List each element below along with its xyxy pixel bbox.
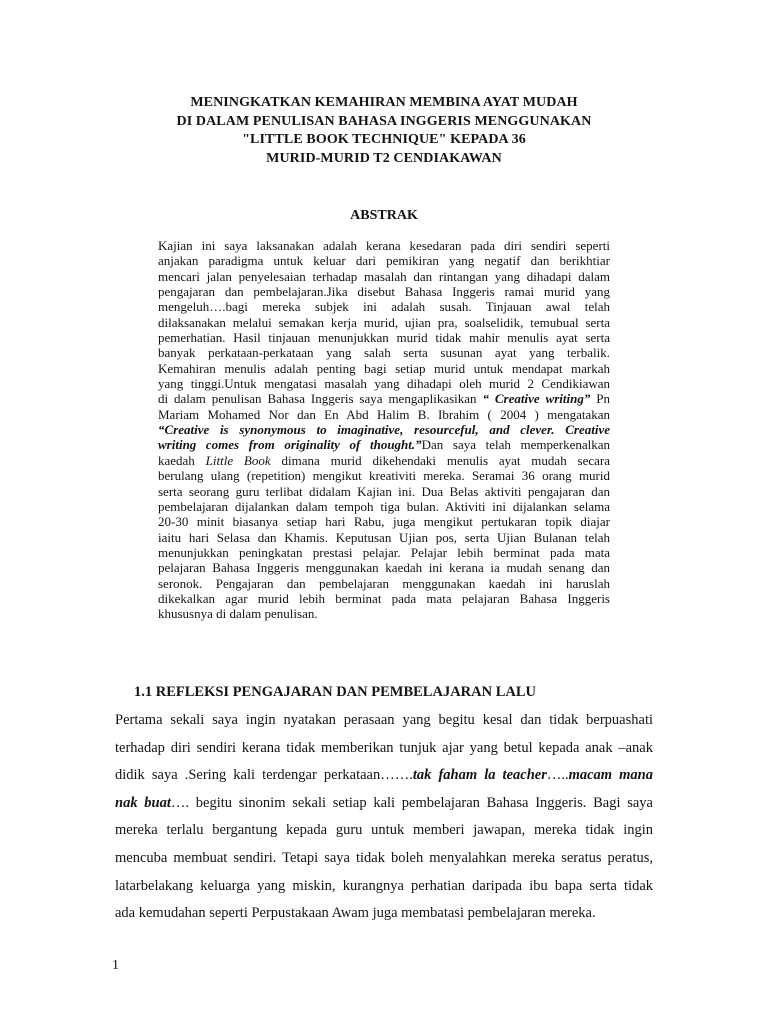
abstract-line: seronok. Pengajaran dan pembelajaran menggunakan kaedah ini haruslah bbox=[158, 575, 610, 591]
quote-macam-mana: macam mana bbox=[568, 767, 653, 784]
title-line: "LITTLE BOOK TECHNIQUE" KEPADA 36 bbox=[242, 132, 526, 147]
quote-creative-writing: “ Creative writing” bbox=[482, 391, 591, 407]
body-line: didik saya .Sering kali terdengar perkataan…….tak faham la teacher…..macam mana bbox=[115, 767, 653, 784]
abstract-line: pelajaran Bahasa Inggeris menggunakan kaedah ini kerana ia mudah senang dan bbox=[158, 560, 610, 576]
abstract-line: pengajaran dan pembelajaran.Jika disebut Bahasa Inggeris ramai murid yang bbox=[158, 284, 610, 300]
abstract-paragraph bbox=[158, 238, 610, 622]
title-line: MENINGKATKAN KEMAHIRAN MEMBINA AYAT MUDAH bbox=[190, 95, 578, 110]
abstract-quote-end: writing comes from originality of thought.” bbox=[158, 437, 422, 453]
body-line: mereka terlalu bergantung kepada guru untuk memberi jawapan, mereka tidak ingin bbox=[115, 822, 653, 839]
page-number: 1 bbox=[112, 958, 119, 973]
abstract-line: mencari jalan penyelesaian terhadap masalah dan rintangan yang dihadapi dalam bbox=[158, 268, 610, 284]
abstract-line: banyak perkataan-perkataan yang salah serta susunan ayat yang terbalik. bbox=[158, 345, 610, 361]
abstract-line: yang tinggi.Untuk mengatasi masalah yang dihadapi oleh murid 2 Cendikiawan bbox=[158, 376, 610, 392]
abstract-line: kaedah Little Book dimana murid dikehendaki menulis ayat mudah secara bbox=[158, 452, 610, 468]
body-line: ada kemudahan seperti Perpustakaan Awam juga membatasi pembelajaran mereka. bbox=[115, 905, 596, 922]
abstract-line: khususnya di dalam penulisan. bbox=[158, 606, 318, 622]
body-line: mencuba membuat sendiri. Tetapi saya tidak boleh menyalahkan mereka seratus peratus, bbox=[115, 849, 653, 866]
abstract-line: dikekalkan agar murid lebih berminat pada mata pelajaran Bahasa Inggeris bbox=[158, 590, 610, 606]
abstract-line: di dalam penulisan Bahasa Inggeris saya mengaplikasikan “ Creative writing” Pn bbox=[158, 391, 610, 407]
abstract-line: 20-30 minit biasanya setiap hari Rabu, juga mengikut pertukaran topik diajar bbox=[158, 514, 610, 530]
abstract-line: pembelajaran dijalankan dalam tempoh tiga bulan. Aktiviti ini dijalankan selama bbox=[158, 498, 610, 514]
abstract-line: mengeluh….bagi mereka subjek ini adalah susah. Tinjauan awal telah bbox=[158, 299, 610, 315]
section-heading: 1.1 REFLEKSI PENGAJARAN DAN PEMBELAJARAN LALU bbox=[134, 684, 536, 700]
abstract-line: dilaksanakan melalui semakan kerja murid, ujian pra, soalselidik, temubual serta bbox=[158, 314, 610, 330]
body-line: terhadap diri sendiri kerana tidak memberikan tunjuk ajar yang betul kepada anak –anak bbox=[115, 739, 653, 756]
body-line: Pertama sekali saya ingin nyatakan perasaan yang begitu kesal dan tidak berpuashati bbox=[115, 712, 653, 728]
abstract-quote-line: “Creative is synonymous to imaginative, resourceful, and clever. Creative bbox=[158, 422, 610, 438]
body-paragraph bbox=[115, 707, 653, 928]
quote-nak-buat: nak buat bbox=[115, 794, 171, 811]
title-line: DI DALAM PENULISAN BAHASA INGGERIS MENGGUNAKAN bbox=[176, 113, 592, 129]
abstract-line: writing comes from originality of thought.”Dan saya telah memperkenalkan bbox=[158, 437, 610, 453]
body-line: latarbelakang keluarga yang miskin, kurangnya perhatian daripada ibu bapa serta tidak bbox=[115, 877, 653, 894]
abstract-line: iaitu hari Selasa dan Khamis. Keputusan Ujian pos, serta Ujian Bulanan telah bbox=[158, 529, 610, 545]
abstract-line: menunjukkan peningkatan prestasi pelajar. Pelajar lebih berminat pada mata bbox=[158, 544, 610, 560]
title-line: MURID-MURID T2 CENDIAKAWAN bbox=[266, 150, 502, 166]
abstract-line: anjakan paradigma untuk keluar dari pemikiran yang negatif dan berikhtiar bbox=[158, 253, 610, 269]
body-line: nak buat…. begitu sinonim sekali setiap kali pembelajaran Bahasa Inggeris. Bagi saya bbox=[115, 794, 653, 811]
little-book-term: Little Book bbox=[205, 452, 271, 468]
abstract-line: berulang ulang (repetition) mengikut kreativiti mereka. Seramai 36 orang murid bbox=[158, 468, 610, 484]
abstract-line: Kemahiran menulis adalah penting bagi setiap murid untuk mendapat markah bbox=[158, 360, 610, 376]
abstract-line: serta seorang guru terlibat didalam Kajian ini. Dua Belas aktiviti pengajaran dan bbox=[158, 483, 610, 499]
abstract-line: Mariam Mohamed Nor dan En Abd Halim B. Ibrahim ( 2004 ) mengatakan bbox=[158, 406, 610, 422]
abstract-line: pemerhatian. Hasil tinjauan menunjukkan murid tidak mahir menulis ayat serta bbox=[158, 330, 610, 346]
document-title bbox=[100, 94, 668, 168]
abstract-heading: ABSTRAK bbox=[350, 208, 418, 223]
quote-tak-faham: tak faham la teacher bbox=[412, 767, 547, 784]
abstract-line: Kajian ini saya laksanakan adalah kerana kesedaran pada diri sendiri seperti bbox=[158, 238, 610, 253]
